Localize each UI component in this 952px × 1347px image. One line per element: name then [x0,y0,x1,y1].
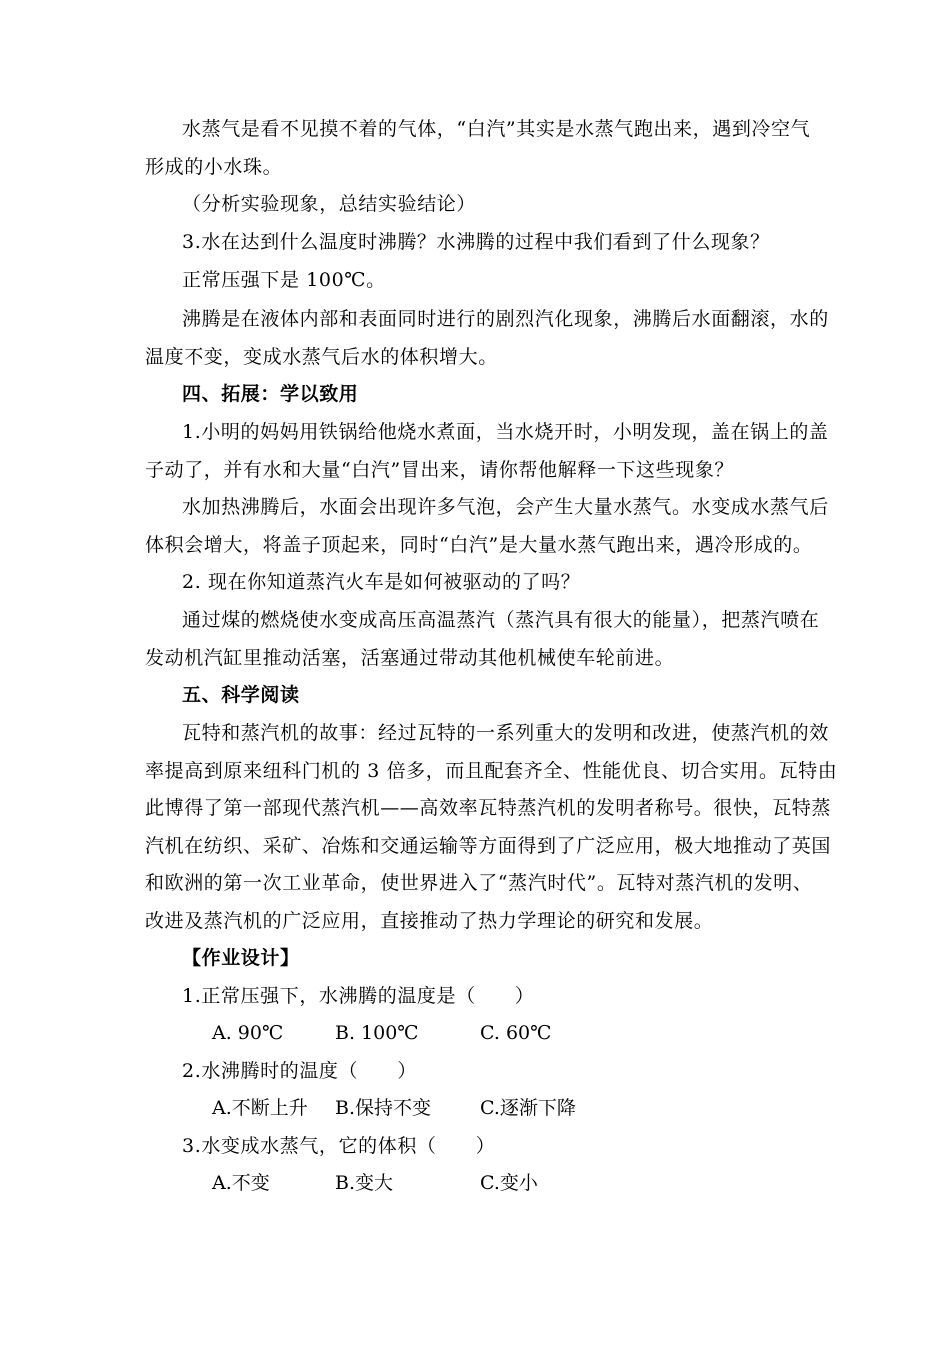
ext-answer-1-line1: 水加热沸腾后，水面会出现许多气泡，会产生大量水蒸气。水变成水蒸气后 [182,496,829,518]
reading-line4: 汽机在纺织、采矿、冶炼和交通运输等方面得到了广泛应用，极大地推动了英国 [145,835,832,857]
homework-title: 【作业设计】 [182,947,300,969]
hw2-option-a: A.不断上升 [212,1097,308,1119]
answer-3-line2: 温度不变，变成水蒸气后水的体积增大。 [145,346,498,368]
answer-3-line1: 沸腾是在液体内部和表面同时进行的剧烈汽化现象，沸腾后水面翻滚，水的 [182,308,829,330]
reading-line3: 此博得了第一部现代蒸汽机——高效率瓦特蒸汽机的发明者称号。很快，瓦特蒸 [145,797,832,819]
reading-line5: 和欧洲的第一次工业革命，使世界进入了“蒸汽时代”。瓦特对蒸汽机的发明、 [145,872,813,894]
reading-line6: 改进及蒸汽机的广泛应用，直接推动了热力学理论的研究和发展。 [145,910,714,932]
answer-3-boiling-point: 正常压强下是 100℃。 [182,269,386,291]
homework-question-1: 1.正常压强下，水沸腾的温度是（ ） [182,985,535,1007]
ext-answer-2-line2: 发动机汽缸里推动活塞，活塞通过带动其他机械使车轮前进。 [145,647,675,669]
hw1-option-a: A. 90℃ [212,1022,284,1044]
hw2-option-b: B.保持不变 [335,1097,432,1119]
homework-question-2: 2.水沸腾时的温度（ ） [182,1060,417,1082]
section-5-title: 五、科学阅读 [182,684,300,706]
note-analysis: （分析实验现象，总结实验结论） [182,193,477,215]
hw1-option-c: C. 60℃ [480,1022,552,1044]
homework-question-3: 3.水变成水蒸气，它的体积（ ） [182,1135,496,1157]
ext-question-2: 2. 现在你知道蒸汽火车是如何被驱动的了吗？ [182,571,581,593]
section-4-title: 四、拓展：学以致用 [182,383,359,405]
hw3-option-b: B.变大 [335,1172,394,1194]
para-steam-line1: 水蒸气是看不见摸不着的气体，“白汽”其实是水蒸气跑出来，遇到冷空气 [182,118,811,140]
ext-question-1-line1: 1.小明的妈妈用铁锅给他烧水煮面，当水烧开时，小明发现，盖在锅上的盖 [182,421,829,443]
reading-line2: 率提高到原来纽科门机的 3 倍多，而且配套齐全、性能优良、切合实用。瓦特由 [145,760,838,782]
ext-question-1-line2: 子动了，并有水和大量“白汽”冒出来，请你帮他解释一下这些现象？ [145,459,735,481]
hw3-option-c: C.变小 [480,1172,538,1194]
hw3-option-a: A.不变 [212,1172,270,1194]
reading-line1: 瓦特和蒸汽机的故事：经过瓦特的一系列重大的发明和改进，使蒸汽机的效 [182,722,829,744]
ext-answer-2-line1: 通过煤的燃烧使水变成高压高温蒸汽（蒸汽具有很大的能量），把蒸汽喷在 [182,609,820,631]
ext-answer-1-line2: 体积会增大，将盖子顶起来，同时“白汽”是大量水蒸气跑出来，遇冷形成的。 [145,534,813,556]
question-3: 3.水在达到什么温度时沸腾？水沸腾的过程中我们看到了什么现象？ [182,231,770,253]
hw2-option-c: C.逐渐下降 [480,1097,576,1119]
hw1-option-b: B. 100℃ [335,1022,419,1044]
para-steam-line2: 形成的小水珠。 [145,156,283,178]
